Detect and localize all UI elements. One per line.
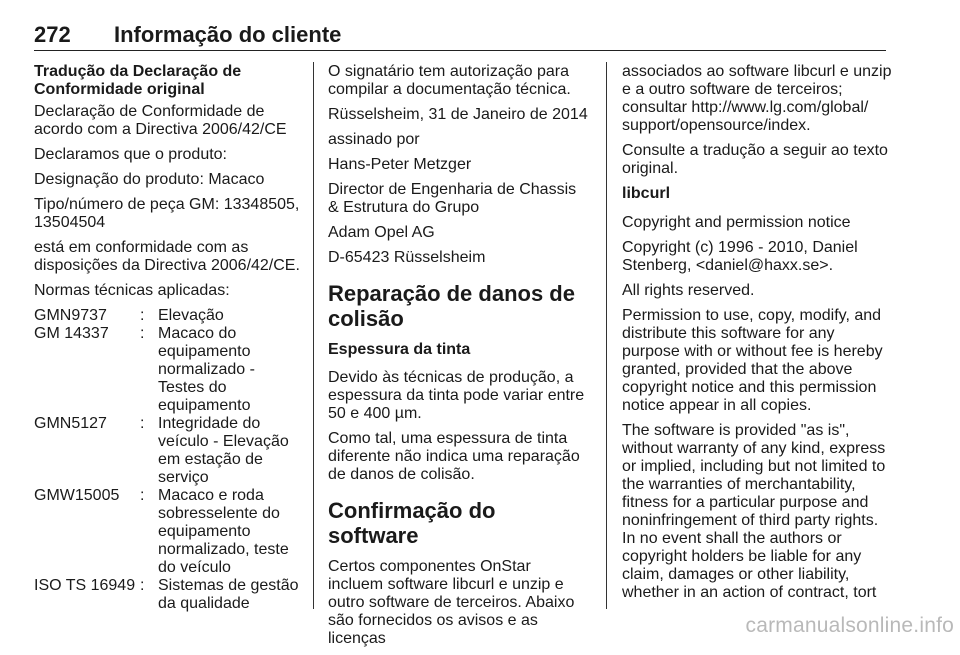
paragraph: Adam Opel AG	[328, 224, 435, 241]
subsection-title-libcurl: libcurl	[622, 185, 671, 202]
paragraph: Tipo/número de peça GM: 13348505, 13504504	[34, 196, 300, 231]
norm-row	[34, 307, 302, 325]
norm-code: GMN5127	[34, 415, 107, 432]
paragraph: Hans-Peter Metzger	[328, 156, 472, 173]
paragraph: Permission to use, copy, modify, and distribute this software for any purpose with or without fee is hereby granted, provided that the above copyright notice and this permission notice appear in all copies.	[622, 307, 883, 414]
norm-code: GM 14337	[34, 325, 109, 342]
paragraph: Declaramos que o produto:	[34, 146, 227, 163]
norm-separator: :	[140, 487, 145, 504]
paragraph: Rüsselsheim, 31 de Janeiro de 2014	[328, 106, 588, 123]
norm-row	[34, 577, 302, 613]
paragraph: Consulte a tradução a seguir ao texto original.	[622, 142, 888, 177]
paragraph: Copyright (c) 1996 - 2010, Daniel Stenberg, <daniel@haxx.se>.	[622, 239, 858, 274]
norm-row	[34, 325, 302, 415]
norm-description: Sistemas de gestão da qualidade	[158, 577, 299, 612]
norm-description: Macaco e roda sobresselente do equipamento normalizado, teste do veículo	[158, 487, 289, 576]
paragraph: associados ao software libcurl e unzip e a outro software de terceiros; consultar http://www.lg.com/global/ support/opensource/index.	[622, 63, 892, 134]
norm-description: Elevação	[158, 307, 224, 324]
paragraph: Certos componentes OnStar incluem software libcurl e unzip e outro software de terceiros. Abaixo são fornecidos os avisos e as licenças	[328, 558, 575, 647]
page-header	[34, 22, 886, 51]
subsection-title-paint-thickness: Espessura da tinta	[328, 341, 471, 358]
norm-separator: :	[140, 577, 145, 594]
norm-code: ISO TS 16949	[34, 577, 136, 594]
column-3	[622, 63, 892, 609]
column-2	[328, 63, 590, 655]
section-title-software-confirmation: Confirmação do software	[328, 498, 496, 548]
norm-code: GMN9737	[34, 307, 107, 324]
paragraph: assinado por	[328, 131, 420, 148]
paragraph: Copyright and permission notice	[622, 214, 851, 231]
norm-description: Macaco do equipamento normalizado - Testes do equipamento	[158, 325, 255, 414]
norm-separator: :	[140, 307, 145, 324]
paragraph: Designação do produto: Macaco	[34, 171, 265, 188]
paragraph: Como tal, uma espessura de tinta diferente não indica uma reparação de danos de colisão.	[328, 430, 580, 483]
paragraph: Normas técnicas aplicadas:	[34, 282, 230, 299]
paragraph: Devido às técnicas de produção, a espessura da tinta pode variar entre 50 e 400 µm.	[328, 369, 585, 422]
column-divider-2	[606, 62, 607, 609]
norm-row	[34, 487, 302, 577]
paragraph: está em conformidade com as disposições da Directiva 2006/42/CE.	[34, 239, 300, 274]
declaration-heading: Tradução da Declaração de Conformidade original	[34, 63, 242, 98]
page-number: 272	[34, 22, 71, 47]
paragraph: All rights reserved.	[622, 282, 755, 299]
norm-code: GMW15005	[34, 487, 120, 504]
column-1	[34, 63, 302, 613]
paragraph: Director de Engenharia de Chassis & Estrutura do Grupo	[328, 181, 577, 216]
section-title-collision-repair: Reparação de danos de colisão	[328, 281, 575, 331]
paragraph: The software is provided "as is", without warranty of any kind, express or implied, including but not limited to the warranties of merchantability, fitness for a particular purpose and noninfringement of third party rights. In no event shall the authors or copyright holders be liable for any claim, damages or other liability, whether in an action of contract, tort	[622, 422, 886, 601]
paragraph: Declaração de Conformidade de acordo com a Directiva 2006/42/CE	[34, 103, 287, 138]
norm-row	[34, 415, 302, 487]
page-title: Informação do cliente	[114, 22, 342, 47]
paragraph: O signatário tem autorização para compilar a documentação técnica.	[328, 63, 571, 98]
column-divider-1	[313, 62, 314, 609]
watermark: carmanualsonline.info	[745, 614, 954, 637]
norm-separator: :	[140, 415, 145, 432]
paragraph: D-65423 Rüsselsheim	[328, 249, 486, 266]
norm-separator: :	[140, 325, 145, 342]
norm-description: Integridade do veículo - Elevação em estação de serviço	[158, 415, 289, 486]
